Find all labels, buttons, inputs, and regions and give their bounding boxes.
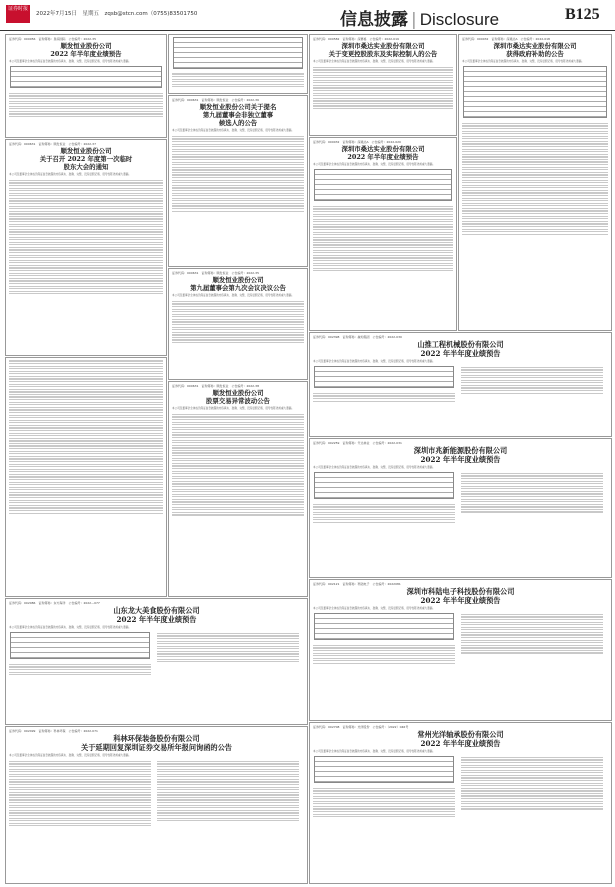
notice-code: 证券代码：002086 证券简称：东方海洋 公告编号：2022—077 — [9, 601, 100, 605]
notice-text-lines — [310, 203, 456, 273]
date-line: 2022年7月15日 星期五 zqsb@stcn.com（0755)83501750 — [36, 11, 198, 17]
notice-12 — [309, 579, 612, 721]
notice-title: 深圳市桑达实业股份有限公司 关于变更控股股东及实际控制人的公告 — [328, 42, 438, 58]
notice-body: 本公司及董事会全体成员保证信息披露的内容真实、准确、完整，没有虚假记载、误导性陈述或重大遗漏。 — [313, 60, 435, 63]
notice-table — [314, 366, 454, 388]
notice-0 — [5, 34, 167, 138]
notice-body: 本公司及董事会全体成员保证信息披露的内容真实、准确、完整，没有虚假记载、误导性陈述或重大遗漏。 — [172, 129, 294, 132]
notice-text-lines — [169, 298, 307, 345]
notice-table — [314, 613, 454, 640]
notice-title: 顺发恒业股份公司关于提名 第九届董事会非独立董事 候选人的公告 — [199, 103, 277, 127]
notice-text-lines — [310, 642, 458, 666]
notice-title: 深圳市桑达实业股份有限公司 获得政府补助的公告 — [493, 42, 577, 58]
notice-3 — [168, 268, 308, 380]
notice-table — [314, 756, 454, 783]
notice-text-lines — [458, 470, 606, 525]
notice-9 — [458, 34, 612, 331]
notice-code: 证券代码：000056 证券简称：皇庭国际 公告编号：2022-35 — [9, 37, 96, 41]
notice-body: 本公司及董事会全体成员保证信息披露的内容真实、准确、完整，没有虚假记载、误导性陈述或重大遗漏。 — [462, 60, 584, 63]
notice-body: 本公司及董事会全体成员保证信息披露的内容真实、准确、完整，没有虚假记载、误导性陈述或重大遗漏。 — [313, 750, 435, 753]
section-title: 信息披露 | Disclosure — [340, 10, 500, 30]
notice-title: 常州光洋轴承股份有限公司 2022 年半年度业绩预告 — [417, 730, 504, 748]
notice-code: 证券代码：002398 证券简称：垒知集团 公告编号：2022-030 — [313, 335, 402, 339]
notice-text-lines — [6, 661, 154, 677]
notice-code: 证券代码：002259 证券简称：升达林业 公告编号：2022-031 — [313, 441, 402, 445]
notice-5 — [5, 598, 308, 725]
notice-text-lines — [169, 133, 307, 214]
notice-code: 证券代码：000631 证券简称：顺发恒业 公告编号：2022-35 — [172, 271, 259, 275]
notice-title: 山东龙大美食股份有限公司 2022 年半年度业绩预告 — [113, 606, 200, 624]
notice-6 — [5, 726, 308, 884]
notice-text-lines — [310, 390, 458, 404]
notice-text-lines — [6, 177, 166, 296]
notice-title: 科林环保装备股份有限公司 关于延期回复深圳证券交易所年报问询函的公告 — [81, 734, 232, 752]
section-title-cn: 信息披露 — [340, 10, 408, 30]
notice-table — [173, 37, 303, 69]
notice-body: 本公司及董事会全体成员保证信息披露的内容真实、准确、完整，没有虚假记载、误导性陈述或重大遗漏。 — [313, 607, 435, 610]
notice-body: 本公司及董事会全体成员保证信息披露的内容真实、准确、完整，没有虚假记载、误导性陈述或重大遗漏。 — [9, 60, 131, 63]
notice-body: 本公司及董事会全体成员保证信息披露的内容真实、准确、完整，没有虚假记载、误导性陈述或重大遗漏。 — [313, 466, 435, 469]
notice-table — [10, 632, 150, 659]
notice-4 — [168, 381, 308, 597]
notice-code: 证券代码：000582 证券简称：深赛格 公告编号：2022-019 — [313, 37, 399, 41]
notice-continued — [5, 357, 167, 597]
notice-table — [463, 66, 607, 118]
notice-text-lines — [458, 754, 606, 819]
notice-body: 本公司及董事会全体成员保证信息披露的内容真实、准确、完整，没有虚假记载、误导性陈述或重大遗漏。 — [313, 163, 435, 166]
notice-1 — [5, 139, 167, 356]
notice-text-lines — [6, 758, 154, 828]
notice-title: 山推工程机械股份有限公司 2022 年半年度业绩预告 — [417, 340, 504, 358]
notice-7 — [309, 34, 457, 136]
notice-code: 证券代码：002121 证券简称：科陆电子 公告编号：2022081 — [313, 582, 401, 586]
masthead — [0, 0, 615, 31]
notice-code: 证券代码：000032 证券简称：深桑达A 公告编号：2022-018 — [462, 37, 550, 41]
notice-title: 顺发恒业股份公司 关于召开 2022 年度第一次临时 股东大会的通知 — [39, 147, 133, 171]
notice-table — [10, 66, 162, 88]
notice-text-lines — [169, 71, 307, 90]
notice-title: 深圳市科陆电子科技股份有限公司 2022 年半年度业绩预告 — [406, 587, 515, 605]
notice-text-lines — [6, 358, 166, 516]
notice-text-lines — [6, 90, 166, 119]
notice-11 — [309, 438, 612, 578]
notice-title: 顺发恒业股份公司 第九届董事会第九次会议决议公告 — [190, 276, 286, 292]
notice-text-lines — [169, 411, 307, 518]
notice-body: 本公司及董事会全体成员保证信息披露的内容真实、准确、完整，没有虚假记载、误导性陈述或重大遗漏。 — [9, 626, 131, 629]
notice-body: 本公司及董事会全体成员保证信息披露的内容真实、准确、完整，没有虚假记载、误导性陈述或重大遗漏。 — [9, 754, 131, 757]
notice-text-lines — [310, 785, 458, 819]
notice-13 — [309, 722, 612, 884]
notice-body: 本公司及董事会全体成员保证信息披露的内容真实、准确、完整，没有虚假记载、误导性陈述或重大遗漏。 — [172, 294, 294, 297]
notice-code: 证券代码：002499 证券简称：科林环保 公告编号：2022-071 — [9, 729, 98, 733]
notice-title: 顺发恒业股份公司 股票交易异常波动公告 — [206, 389, 270, 405]
notice-code: 证券代码：000032 证券简称：深桑达A 公告编号：2022-020 — [313, 140, 401, 144]
page-number: B125 — [565, 6, 600, 23]
notice-text-lines — [310, 501, 458, 525]
notice-text-lines — [459, 120, 611, 237]
notice-8 — [309, 137, 457, 331]
notice-table — [314, 169, 452, 201]
notice-body: 本公司及董事会全体成员保证信息披露的内容真实、准确、完整，没有虚假记载、误导性陈述或重大遗漏。 — [172, 407, 294, 410]
notice-title: 深圳市桑达实业股份有限公司 2022 年半年度业绩预告 — [341, 145, 425, 161]
notice-code: 证券代码：000631 证券简称：顺发恒业 公告编号：2022-38 — [172, 384, 259, 388]
notice-text-lines — [154, 630, 302, 664]
notice-body: 本公司及董事会全体成员保证信息披露的内容真实、准确、完整，没有虚假记载、误导性陈述或重大遗漏。 — [9, 173, 131, 176]
newspaper-logo: 证券时报 — [6, 5, 30, 23]
notice-table-block — [168, 34, 308, 94]
notice-table — [314, 472, 454, 499]
notice-code: 证券代码：000631 证券简称：顺发恒业 公告编号：2022-37 — [9, 142, 96, 146]
notice-text-lines — [154, 758, 302, 828]
notice-10 — [309, 332, 612, 437]
section-title-en: Disclosure — [419, 10, 500, 29]
notice-text-lines — [458, 611, 606, 666]
notice-text-lines — [310, 64, 456, 111]
notice-title: 深圳市兆新能源股份有限公司 2022 年半年度业绩预告 — [413, 446, 508, 464]
notice-code: 证券代码：000631 证券简称：顺发恒业 公告编号：2022-36 — [172, 98, 259, 102]
notice-body: 本公司及董事会全体成员保证信息披露的内容真实、准确、完整，没有虚假记载、误导性陈述或重大遗漏。 — [313, 360, 435, 363]
notice-2 — [168, 95, 308, 267]
notice-code: 证券代码：002708 证券简称：光洋股份 公告编号：（2022）046号 — [313, 725, 409, 729]
notice-text-lines — [458, 364, 606, 404]
notice-title: 顺发恒业股份公司 2022 年半年度业绩预告 — [50, 42, 122, 58]
